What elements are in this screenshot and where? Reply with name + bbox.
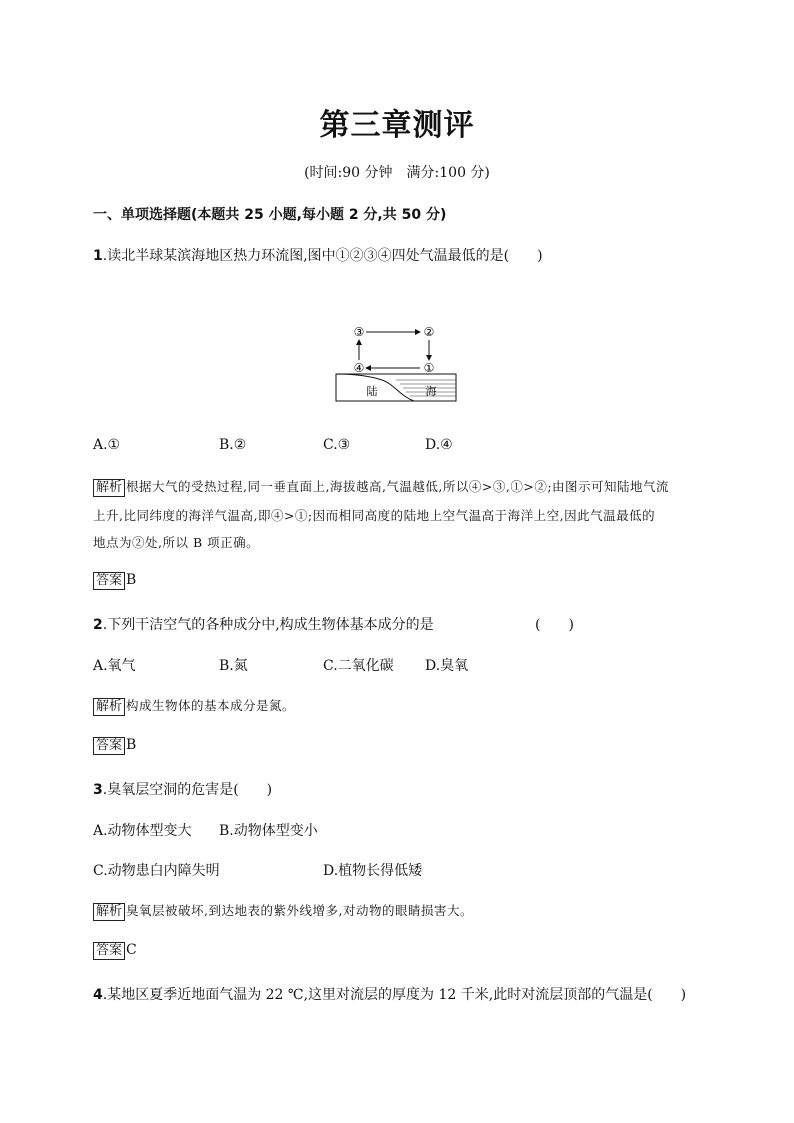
question-2 [93,614,434,634]
answer-value: B [126,572,137,588]
question-text: .某地区夏季近地面气温为 22 ℃,这里对流层的厚度为 12 千米,此时对流层顶部的气温是( ) [102,987,687,1003]
question-1 [93,245,543,265]
question-4 [93,984,686,1004]
answer-1 [93,572,136,590]
answer-2 [93,737,136,755]
option-c: C.二氧化碳 [323,658,394,674]
analysis-line-2: 上升,比同纬度的海洋气温高,即④>①;因而相同高度的陆地上空气温高于海洋上空,因此气温最低的 [93,508,656,523]
question-number: 3 [93,782,103,798]
answer-paren: ( ) [535,617,574,633]
point-2-label: ② [423,325,435,339]
land-label: 陆 [366,385,378,398]
answer-tag: 答案 [93,572,125,590]
point-1-label: ① [423,361,435,375]
thermal-circulation-diagram [334,322,460,402]
option-d: D.臭氧 [425,658,469,674]
analysis-3: 解析 臭氧层被破坏,到达地表的紫外线增多,对动物的眼睛损害大。 [93,901,473,921]
question-3 [93,779,272,799]
analysis-line-1: 解析 根据大气的受热过程,同一垂直面上,海拔越高,气温越低,所以④>③,①>②;由图示可知陆地气流 [93,477,669,497]
question-number: 2 [93,617,103,633]
option-a: A.动物体型变大 [93,823,192,839]
answer-tag: 答案 [93,942,125,960]
question-number: 4 [93,987,103,1003]
option-b: B.动物体型变小 [219,823,318,839]
analysis-2: 解析 构成生物体的基本成分是氮。 [93,696,295,716]
section-heading: 一、单项选择题(本题共 25 小题,每小题 2 分,共 50 分) [93,207,447,223]
option-a: A.氧气 [93,658,136,674]
answer-tag: 答案 [93,737,125,755]
question-text: .臭氧层空洞的危害是( ) [102,782,273,798]
point-3-label: ③ [353,325,365,339]
option-b: B.氮 [219,658,248,674]
answer-3 [93,942,137,960]
question-text: .下列干洁空气的各种成分中,构成生物体基本成分的是 [102,617,434,633]
answer-value: C [126,942,137,958]
option-d: D.④ [425,437,453,453]
option-d: D.植物长得低矮 [323,863,423,879]
analysis-tag: 解析 [93,698,125,716]
option-c: C.③ [323,437,351,453]
question-text: .读北半球某滨海地区热力环流图,图中①②③④四处气温最低的是( ) [102,248,543,264]
analysis-tag: 解析 [93,479,125,497]
question-number: 1 [93,248,103,264]
analysis-line-3: 地点为②处,所以 B 项正确。 [93,535,260,550]
page-title: 第三章测评 [319,108,475,143]
point-4-label: ④ [353,361,365,375]
option-c: C.动物患白内障失明 [93,863,220,879]
option-a: A.① [93,437,121,453]
option-b: B.② [219,437,247,453]
answer-value: B [126,737,137,753]
exam-info: (时间:90 分钟 满分:100 分) [304,165,490,181]
analysis-tag: 解析 [93,903,125,921]
sea-label: 海 [425,385,437,398]
